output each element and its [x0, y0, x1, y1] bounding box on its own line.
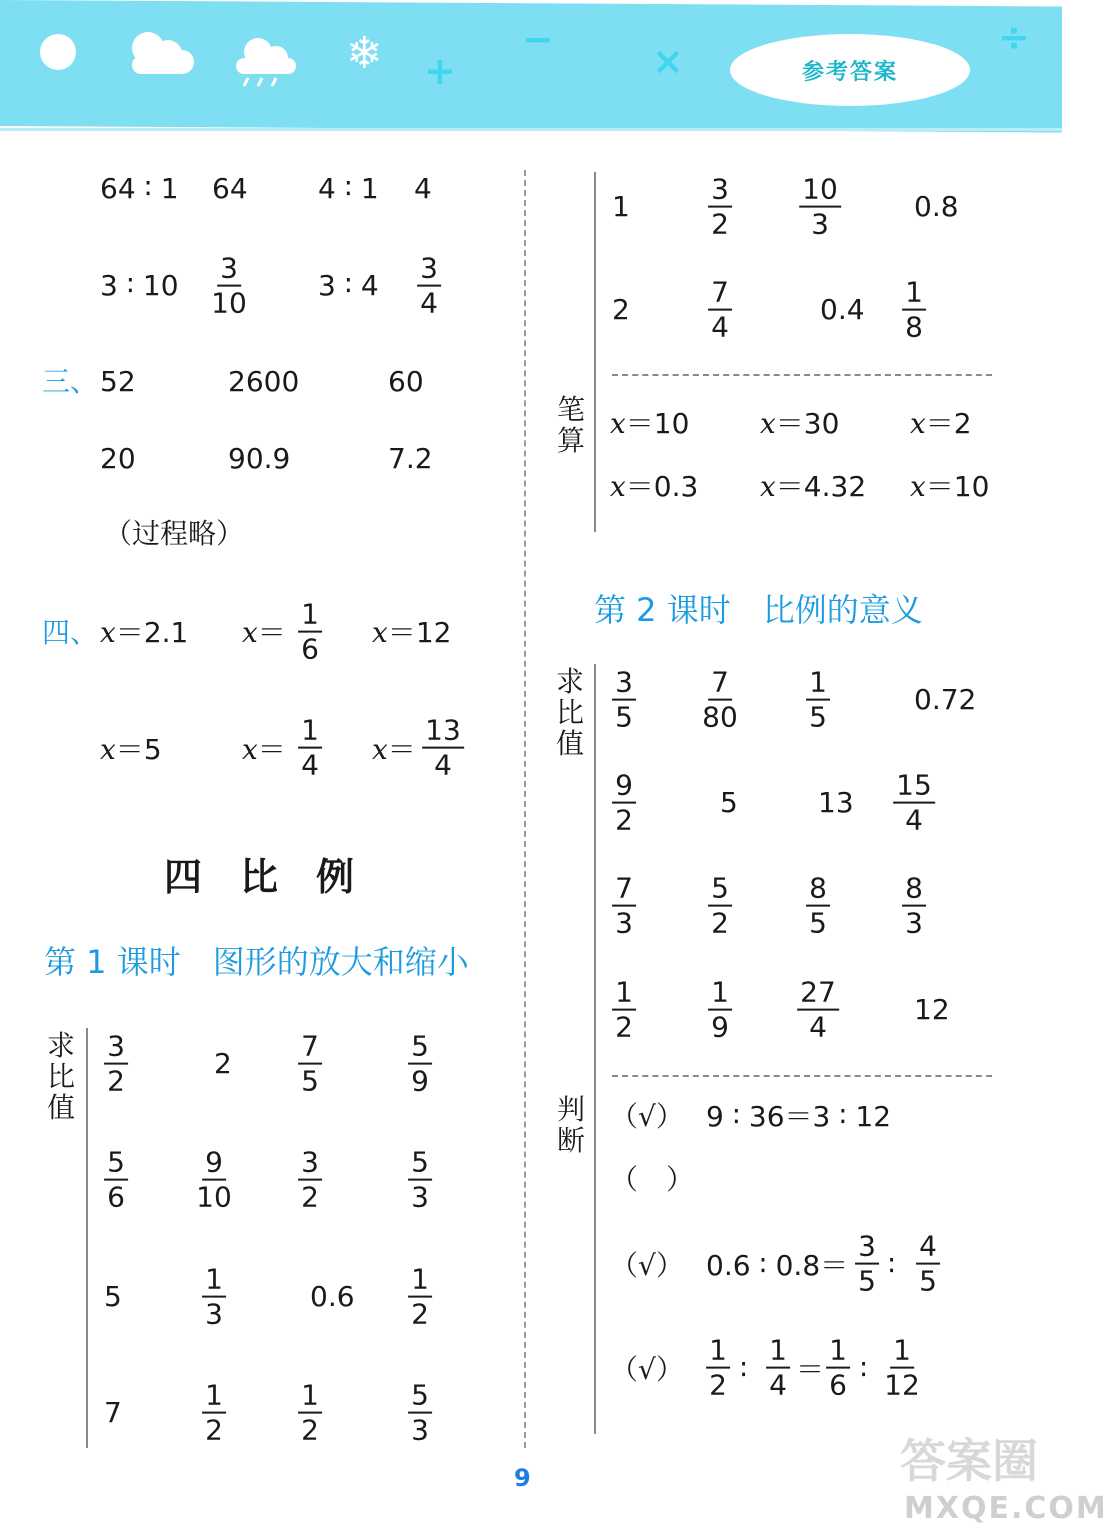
watermark-url: MXQE.COM — [904, 1491, 1108, 1526]
answer-key-label: 参考答案 — [801, 59, 898, 85]
s4-equation: x＝2.1 — [100, 616, 189, 649]
fraction: $\frac{5}{6}$ — [104, 1148, 128, 1213]
fraction: $\frac{8}{5}$ — [806, 874, 830, 939]
fraction: $\frac{1}{2}$ — [202, 1381, 226, 1446]
page-number: 9 — [514, 1464, 531, 1492]
fraction: $\frac{1}{3}$ — [202, 1265, 226, 1330]
answer-value: 2 — [612, 293, 630, 326]
fraction: $\frac{27}{4}$ — [797, 978, 839, 1043]
fraction: $\frac{1}{2}$ — [408, 1265, 432, 1330]
equals: ＝ — [796, 1353, 825, 1386]
s3-answer: 20 — [100, 442, 136, 475]
colon: ∶ — [888, 1249, 896, 1282]
answer-value: 13 — [818, 786, 854, 819]
s4-equation-lhs: x＝ — [242, 733, 286, 766]
answer-value: 2 — [214, 1047, 232, 1080]
section-3-marker: 三、 — [42, 365, 99, 398]
fraction: $\frac{3}{2}$ — [708, 175, 732, 240]
written-calc-answer: x＝10 — [910, 470, 990, 503]
answer-key-badge — [730, 34, 970, 106]
fraction-1-6: $\frac{1}{6}$ — [298, 600, 322, 665]
process-omitted-note: （过程略） — [104, 517, 245, 550]
fraction-3-5: $\frac{3}{5}$ — [855, 1232, 879, 1297]
s3-answer: 52 — [100, 365, 136, 398]
qiubizhi-label: 求比值 — [46, 1029, 75, 1124]
fraction: $\frac{1}{5}$ — [806, 668, 830, 733]
plus-icon: + — [424, 49, 456, 93]
fraction-1-4: $\frac{1}{4}$ — [298, 716, 322, 781]
separator-bisuan — [612, 374, 992, 376]
fraction-3-4: $\frac{3}{4}$ — [417, 254, 441, 319]
written-calc-answer: x＝10 — [610, 407, 690, 440]
judge-mark-2: （ ） — [610, 1163, 695, 1196]
ratio-3-4: 3 ∶ 4 — [318, 269, 379, 302]
unit-title: 四 比 例 — [164, 855, 355, 899]
fraction: $\frac{15}{4}$ — [893, 771, 935, 836]
ratio-value-4: 4 — [414, 172, 432, 205]
written-calc-answer: x＝30 — [760, 407, 840, 440]
judge-mark-1: （√） — [610, 1100, 684, 1133]
column-divider — [524, 170, 526, 1448]
header-divider — [0, 128, 1062, 131]
grid-2-rule — [594, 664, 596, 1434]
fraction: $\frac{5}{9}$ — [408, 1032, 432, 1097]
fraction: $\frac{1}{8}$ — [902, 278, 926, 343]
lesson-2-title: 第 2 课时 比例的意义 — [594, 591, 923, 629]
s3-answer: 2600 — [228, 365, 300, 398]
fraction: $\frac{5}{3}$ — [408, 1381, 432, 1446]
fraction: $\frac{9}{10}$ — [196, 1145, 232, 1214]
judge-statement-3: 0.6 ∶ 0.8＝ — [706, 1249, 849, 1282]
fraction: $\frac{9}{2}$ — [612, 771, 636, 836]
ratio-value-64: 64 — [212, 172, 248, 205]
fraction: $\frac{7}{80}$ — [702, 665, 738, 734]
fraction: $\frac{5}{2}$ — [708, 874, 732, 939]
s4-equation-lhs: x＝ — [242, 616, 286, 649]
bisuan-label: 笔算 — [556, 393, 585, 457]
written-calc-answer: x＝0.3 — [610, 470, 699, 503]
colon: ∶ — [860, 1353, 868, 1386]
fraction: $\frac{7}{3}$ — [612, 874, 636, 939]
answer-value: 0.72 — [914, 683, 977, 716]
judge-statement-1: 9 ∶ 36＝3 ∶ 12 — [706, 1100, 892, 1133]
cloud-icon — [132, 32, 194, 74]
answer-value: 5 — [720, 786, 738, 819]
s3-answer: 60 — [388, 365, 424, 398]
judge-mark-3: （√） — [610, 1249, 684, 1282]
fraction: $\frac{5}{3}$ — [408, 1148, 432, 1213]
snowflake-icon: ❄ — [346, 28, 383, 79]
sun-icon — [40, 34, 76, 70]
written-calc-answer: x＝4.32 — [760, 470, 867, 503]
times-icon: × — [652, 39, 684, 83]
answer-value: 7 — [104, 1396, 122, 1429]
top-grid-rule — [594, 172, 596, 532]
fraction: $\frac{1}{2}$ — [298, 1381, 322, 1446]
divide-icon: ÷ — [998, 15, 1030, 59]
fraction: $\frac{1}{2}$ — [706, 1336, 730, 1401]
fraction: $\frac{1}{4}$ — [766, 1336, 790, 1401]
weather-icons — [36, 30, 316, 90]
separator-panduan — [612, 1075, 992, 1077]
s4-equation: x＝12 — [372, 616, 452, 649]
minus-icon: − — [522, 17, 554, 61]
fraction: $\frac{1}{9}$ — [708, 978, 732, 1043]
grid-1-rule — [86, 1028, 88, 1448]
fraction-3-10: $\frac{3}{10}$ — [211, 251, 247, 320]
fraction: $\frac{8}{3}$ — [902, 874, 926, 939]
fraction-4-5: $\frac{4}{5}$ — [916, 1232, 940, 1297]
s3-answer: 90.9 — [228, 442, 291, 475]
ratio-4-1: 4 ∶ 1 — [318, 172, 379, 205]
panduan-label: 判断 — [556, 1093, 585, 1157]
rain-cloud-icon — [236, 38, 296, 86]
fraction: $\frac{3}{2}$ — [298, 1148, 322, 1213]
fraction: $\frac{1}{6}$ — [826, 1336, 850, 1401]
fraction: $\frac{1}{12}$ — [884, 1333, 920, 1402]
fraction: $\frac{1}{2}$ — [612, 978, 636, 1043]
colon: ∶ — [740, 1353, 748, 1386]
written-calc-answer: x＝2 — [910, 407, 972, 440]
lesson-1-title: 第 1 课时 图形的放大和缩小 — [44, 943, 469, 981]
watermark-logo: 答案圈 — [900, 1434, 1038, 1488]
s4-equation-lhs: x＝ — [372, 733, 416, 766]
fraction: $\frac{3}{2}$ — [104, 1032, 128, 1097]
section-4-marker: 四、 — [42, 616, 99, 649]
judge-mark-4: （√） — [610, 1353, 684, 1386]
fraction: $\frac{10}{3}$ — [799, 175, 841, 240]
fraction: $\frac{7}{4}$ — [708, 278, 732, 343]
qiubizhi-label: 求比值 — [555, 665, 584, 760]
s3-answer: 7.2 — [388, 442, 433, 475]
fraction-13-4: $\frac{13}{4}$ — [422, 716, 464, 781]
answer-value: 0.4 — [820, 293, 865, 326]
s4-equation: x＝5 — [100, 733, 162, 766]
answer-value: 5 — [104, 1280, 122, 1313]
fraction: $\frac{3}{5}$ — [612, 668, 636, 733]
fraction: $\frac{7}{5}$ — [298, 1032, 322, 1097]
answer-value: 0.6 — [310, 1280, 355, 1313]
answer-value: 0.8 — [914, 190, 959, 223]
ratio-64-1: 64 ∶ 1 — [100, 172, 179, 205]
ratio-3-10: 3 ∶ 10 — [100, 269, 179, 302]
answer-value: 1 — [612, 190, 630, 223]
answer-value: 12 — [914, 993, 950, 1026]
